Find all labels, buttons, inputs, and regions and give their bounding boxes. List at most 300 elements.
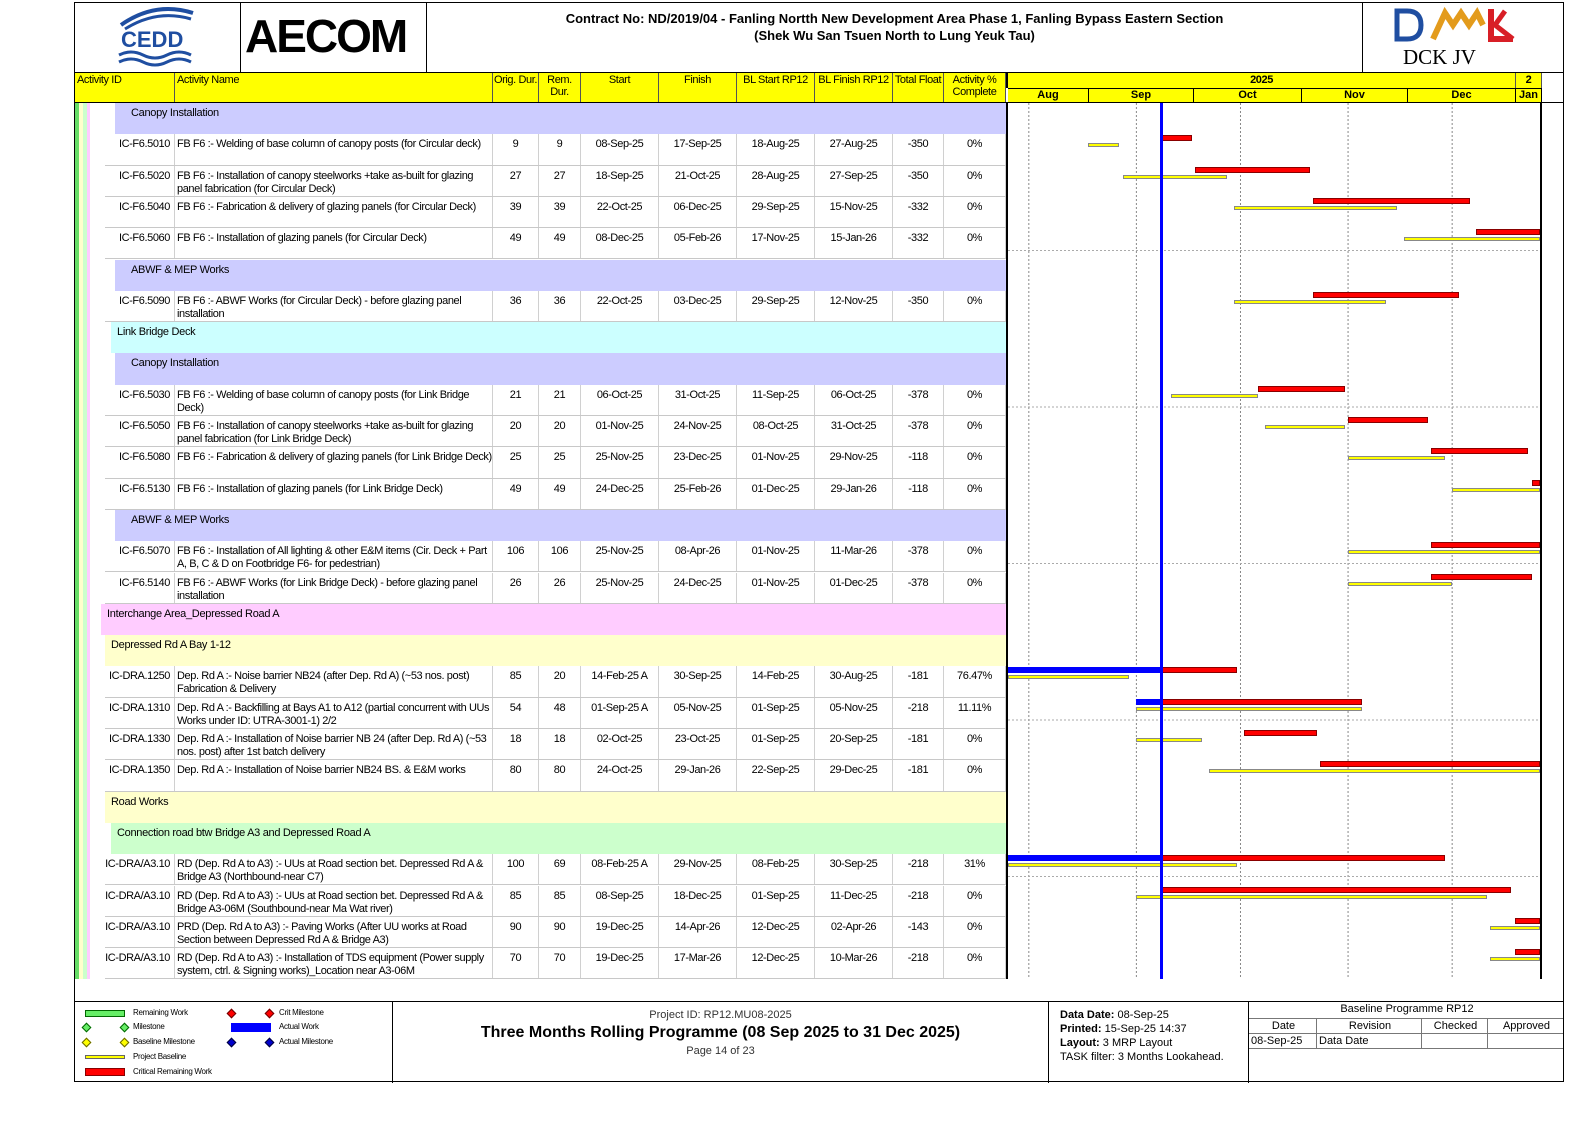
wbs-group-row[interactable] <box>115 260 1006 291</box>
finish-date: 24-Dec-25 <box>659 573 737 603</box>
activity-id: IC-DRA/A3.10 <box>105 854 175 884</box>
activity-row[interactable] <box>105 886 1006 917</box>
bl-finish-date: 15-Nov-25 <box>815 197 893 227</box>
finish-date: 31-Oct-25 <box>659 385 737 415</box>
rem-dur: 90 <box>539 917 581 947</box>
activity-name: PRD (Dep. Rd A to A3) :- Paving Works (After UU works at Road Section between Depressed Rd A & Bridge A3) <box>175 917 493 947</box>
finish-date: 21-Oct-25 <box>659 166 737 196</box>
milestone-icon <box>120 1023 130 1033</box>
contract-line2: (Shek Wu San Tsuen North to Lung Yeuk Tau) <box>754 28 1035 43</box>
finish-date: 23-Oct-25 <box>659 729 737 759</box>
pct-complete: 0% <box>944 573 1006 603</box>
project-id: Project ID: RP12.MU08-2025 <box>649 1009 792 1021</box>
activity-name: Dep. Rd A :- Backfilling at Bays A1 to A12 (partial concurrent with UUs Works under ID: UTRA-3001-1) 2/2 <box>175 698 493 728</box>
total-float: -118 <box>893 447 944 477</box>
total-float: -181 <box>893 666 944 696</box>
baseline-bar[interactable] <box>1265 425 1345 429</box>
col-activity-name[interactable]: Activity Name <box>175 73 493 102</box>
bl-start-date: 28-Aug-25 <box>737 166 815 196</box>
start-date: 22-Oct-25 <box>581 291 659 321</box>
orig-dur: 70 <box>493 948 539 978</box>
bl-start-date: 17-Nov-25 <box>737 228 815 258</box>
start-date: 24-Dec-25 <box>581 479 659 509</box>
critical-bar[interactable] <box>1431 542 1540 548</box>
activity-id: IC-DRA.1310 <box>105 698 175 728</box>
activity-row[interactable] <box>105 479 1006 510</box>
pct-complete: 0% <box>944 948 1006 978</box>
col-start[interactable]: Start <box>581 73 659 102</box>
activity-row[interactable] <box>105 541 1006 572</box>
baseline-bar[interactable] <box>1348 456 1445 460</box>
col-orig-dur[interactable]: Orig. Dur. <box>493 73 539 102</box>
rem-dur: 49 <box>539 228 581 258</box>
orig-dur: 21 <box>493 385 539 415</box>
col-total-float[interactable]: Total Float <box>893 73 944 102</box>
total-float: -378 <box>893 385 944 415</box>
col-finish[interactable]: Finish <box>659 73 737 102</box>
pct-complete: 0% <box>944 228 1006 258</box>
finish-date: 30-Sep-25 <box>659 666 737 696</box>
wbs-group-title: Interchange Area_Depressed Road A <box>107 607 280 620</box>
activity-id: IC-F6.5080 <box>105 447 175 477</box>
activity-row[interactable] <box>105 666 1006 697</box>
orig-dur: 80 <box>493 760 539 790</box>
legend-critical-swatch <box>85 1068 125 1076</box>
bl-finish-date: 06-Oct-25 <box>815 385 893 415</box>
rev-checked <box>1422 1034 1488 1049</box>
activity-name: FB F6 :- ABWF Works (for Link Bridge Deck) - before glazing panel installation <box>175 573 493 603</box>
month-sep: Sep <box>1089 88 1194 102</box>
activity-row[interactable] <box>105 134 1006 165</box>
legend-remaining-label: Remaining Work <box>133 1008 188 1017</box>
baseline-bar[interactable] <box>1234 206 1397 210</box>
bl-finish-date: 27-Sep-25 <box>815 166 893 196</box>
activity-row[interactable] <box>105 917 1006 948</box>
actual-bar[interactable] <box>1008 855 1161 861</box>
activity-row[interactable] <box>105 854 1006 885</box>
bl-finish-date: 31-Oct-25 <box>815 416 893 446</box>
wbs-group-row[interactable] <box>115 510 1006 541</box>
total-float: -218 <box>893 698 944 728</box>
actual-bar[interactable] <box>1008 667 1161 673</box>
pct-complete: 0% <box>944 416 1006 446</box>
wbs-group-row[interactable] <box>101 604 1006 635</box>
finish-date: 14-Apr-26 <box>659 917 737 947</box>
baseline-bar[interactable] <box>1209 769 1540 773</box>
activity-id: IC-F6.5010 <box>105 134 175 164</box>
page-footer <box>75 1001 1563 1083</box>
activity-row[interactable] <box>105 228 1006 259</box>
critical-bar[interactable] <box>1313 198 1469 204</box>
activity-row[interactable] <box>105 291 1006 322</box>
critical-bar[interactable] <box>1431 574 1532 580</box>
critical-bar[interactable] <box>1244 730 1317 736</box>
col-activity-id[interactable]: Activity ID <box>75 73 175 102</box>
activity-name: Dep. Rd A :- Noise barrier NB24 (after Dep. Rd A) (~53 nos. post) Fabrication & Delivery <box>175 666 493 696</box>
start-date: 14-Feb-25 A <box>581 666 659 696</box>
activity-id: IC-DRA/A3.10 <box>105 886 175 916</box>
table-header <box>75 73 1563 103</box>
rem-dur: 85 <box>539 886 581 916</box>
pct-complete: 0% <box>944 479 1006 509</box>
activity-id: IC-F6.5020 <box>105 166 175 196</box>
pct-complete: 0% <box>944 197 1006 227</box>
pct-complete: 0% <box>944 541 1006 571</box>
baseline-bar[interactable] <box>1452 488 1540 492</box>
total-float: -350 <box>893 166 944 196</box>
start-date: 02-Oct-25 <box>581 729 659 759</box>
total-float: -350 <box>893 134 944 164</box>
bl-start-date: 29-Sep-25 <box>737 291 815 321</box>
critical-bar[interactable] <box>1195 167 1310 173</box>
activity-row[interactable] <box>105 385 1006 416</box>
legend-actual-swatch <box>231 1023 271 1032</box>
wbs-group-row[interactable] <box>115 103 1006 134</box>
bl-finish-date: 20-Sep-25 <box>815 729 893 759</box>
wbs-group-title: Canopy Installation <box>131 107 219 119</box>
orig-dur: 49 <box>493 479 539 509</box>
bl-start-date: 01-Dec-25 <box>737 479 815 509</box>
pct-complete: 0% <box>944 134 1006 164</box>
bl-finish-date: 12-Nov-25 <box>815 291 893 321</box>
legend-baseline-swatch <box>85 1055 125 1059</box>
baseline-bar[interactable] <box>1008 863 1237 867</box>
wbs-group-title: Connection road btw Bridge A3 and Depressed Road A <box>117 826 371 839</box>
rev-revision: Data Date <box>1317 1034 1422 1049</box>
activity-name: FB F6 :- Welding of base column of canopy posts (for Circular deck) <box>175 134 493 164</box>
start-date: 18-Sep-25 <box>581 166 659 196</box>
activity-row[interactable] <box>105 416 1006 447</box>
bl-finish-date: 27-Aug-25 <box>815 134 893 164</box>
baseline-bar[interactable] <box>1348 582 1452 586</box>
critical-bar[interactable] <box>1431 448 1528 454</box>
orig-dur: 39 <box>493 197 539 227</box>
finish-date: 18-Dec-25 <box>659 886 737 916</box>
finish-date: 23-Dec-25 <box>659 447 737 477</box>
rem-dur: 26 <box>539 573 581 603</box>
bl-start-date: 01-Nov-25 <box>737 447 815 477</box>
activity-name: Dep. Rd A :- Installation of Noise barrier NB 24 (after Dep. Rd A) (~53 nos. post) after 1st batch delivery <box>175 729 493 759</box>
bl-finish-date: 29-Jan-26 <box>815 479 893 509</box>
bl-start-date: 12-Dec-25 <box>737 917 815 947</box>
pct-complete: 0% <box>944 166 1006 196</box>
finish-date: 05-Feb-26 <box>659 228 737 258</box>
critical-bar[interactable] <box>1161 135 1192 141</box>
wbs-group-row[interactable] <box>105 635 1006 666</box>
pct-complete: 31% <box>944 854 1006 884</box>
rev-date: 08-Sep-25 <box>1249 1034 1317 1049</box>
activity-name: FB F6 :- Installation of glazing panels (for Circular Deck) <box>175 228 493 258</box>
legend-baseline-milestone-label: Baseline Milestone <box>133 1037 195 1046</box>
bl-finish-date: 11-Mar-26 <box>815 541 893 571</box>
baseline-milestone-icon <box>82 1038 92 1048</box>
activity-table <box>75 103 1006 979</box>
critical-bar[interactable] <box>1161 699 1362 705</box>
programme-title-box <box>393 1002 1049 1083</box>
critical-bar[interactable] <box>1320 761 1540 767</box>
finish-date: 06-Dec-25 <box>659 197 737 227</box>
total-float: -218 <box>893 886 944 916</box>
orig-dur: 54 <box>493 698 539 728</box>
rem-dur: 20 <box>539 666 581 696</box>
critical-bar[interactable] <box>1161 855 1446 861</box>
activity-id: IC-F6.5030 <box>105 385 175 415</box>
page-header <box>75 3 1563 73</box>
baseline-bar[interactable] <box>1136 738 1202 742</box>
start-date: 08-Feb-25 A <box>581 854 659 884</box>
legend-remaining-swatch <box>85 1010 125 1017</box>
pct-complete: 0% <box>944 917 1006 947</box>
actual-milestone-icon <box>265 1038 275 1048</box>
orig-dur: 20 <box>493 416 539 446</box>
finish-date: 08-Apr-26 <box>659 541 737 571</box>
pct-complete: 0% <box>944 447 1006 477</box>
wbs-group-title: Canopy Installation <box>131 357 219 370</box>
total-float: -218 <box>893 854 944 884</box>
baseline-bar[interactable] <box>1136 895 1486 899</box>
orig-dur: 85 <box>493 666 539 696</box>
page-number: Page 14 of 23 <box>686 1045 755 1057</box>
activity-id: IC-DRA.1350 <box>105 760 175 790</box>
orig-dur: 9 <box>493 134 539 164</box>
wbs-group-row[interactable] <box>105 792 1006 823</box>
contract-title <box>427 3 1363 73</box>
finish-date: 29-Jan-26 <box>659 760 737 790</box>
activity-id: IC-F6.5050 <box>105 416 175 446</box>
baseline-bar[interactable] <box>1404 237 1540 241</box>
baseline-title: Baseline Programme RP12 <box>1249 1002 1563 1019</box>
wbs-group-row[interactable] <box>111 322 1006 353</box>
bl-start-date: 01-Sep-25 <box>737 886 815 916</box>
rem-dur: 36 <box>539 291 581 321</box>
col-bl-start[interactable]: BL Start RP12 <box>737 73 815 102</box>
critical-bar[interactable] <box>1532 480 1540 486</box>
bl-finish-date: 15-Jan-26 <box>815 228 893 258</box>
finish-date: 17-Mar-26 <box>659 948 737 978</box>
bl-start-date: 11-Sep-25 <box>737 385 815 415</box>
critical-bar[interactable] <box>1348 417 1428 423</box>
pct-complete: 0% <box>944 760 1006 790</box>
activity-row[interactable] <box>105 698 1006 729</box>
bl-start-date: 29-Sep-25 <box>737 197 815 227</box>
layout-name: 3 MRP Layout <box>1102 1037 1173 1049</box>
orig-dur: 49 <box>493 228 539 258</box>
crit-milestone-icon <box>265 1009 275 1019</box>
rev-header-approved: Approved <box>1488 1019 1563 1034</box>
start-date: 25-Nov-25 <box>581 447 659 477</box>
start-date: 01-Nov-25 <box>581 416 659 446</box>
bl-finish-date: 30-Sep-25 <box>815 854 893 884</box>
legend-actual-label: Actual Work <box>279 1022 319 1031</box>
activity-row[interactable] <box>105 447 1006 478</box>
actual-bar[interactable] <box>1136 699 1160 705</box>
activity-row[interactable] <box>105 573 1006 604</box>
bl-start-date: 22-Sep-25 <box>737 760 815 790</box>
critical-bar[interactable] <box>1258 386 1345 392</box>
rem-dur: 48 <box>539 698 581 728</box>
activity-row[interactable] <box>105 948 1006 979</box>
total-float: -181 <box>893 760 944 790</box>
rem-dur: 27 <box>539 166 581 196</box>
bl-start-date: 12-Dec-25 <box>737 948 815 978</box>
total-float: -218 <box>893 948 944 978</box>
month-jan: Jan <box>1516 88 1542 102</box>
activity-name: FB F6 :- Welding of base column of canopy posts (for Link Bridge Deck) <box>175 385 493 415</box>
baseline-bar[interactable] <box>1008 675 1129 679</box>
total-float: -378 <box>893 416 944 446</box>
total-float: -118 <box>893 479 944 509</box>
finish-date: 29-Nov-25 <box>659 854 737 884</box>
critical-bar[interactable] <box>1313 292 1459 298</box>
bl-start-date: 14-Feb-25 <box>737 666 815 696</box>
bl-start-date: 01-Sep-25 <box>737 729 815 759</box>
rev-header-checked: Checked <box>1422 1019 1488 1034</box>
baseline-bar[interactable] <box>1136 707 1362 711</box>
rev-approved <box>1488 1034 1563 1049</box>
start-date: 06-Oct-25 <box>581 385 659 415</box>
baseline-bar[interactable] <box>1348 550 1540 554</box>
critical-bar[interactable] <box>1161 667 1237 673</box>
activity-id: IC-F6.5090 <box>105 291 175 321</box>
critical-bar[interactable] <box>1515 949 1540 955</box>
total-float: -332 <box>893 228 944 258</box>
bl-start-date: 01-Nov-25 <box>737 541 815 571</box>
activity-name: RD (Dep. Rd A to A3) :- Installation of TDS equipment (Power supply system, ctrl. & Signing works)_Location near A3-06M <box>175 948 493 978</box>
rem-dur: 21 <box>539 385 581 415</box>
baseline-bar[interactable] <box>1088 143 1119 147</box>
activity-row[interactable] <box>105 760 1006 791</box>
bl-finish-date: 29-Dec-25 <box>815 760 893 790</box>
total-float: -143 <box>893 917 944 947</box>
data-date-line <box>1160 103 1163 979</box>
wbs-group-title: ABWF & MEP Works <box>131 513 230 526</box>
cedd-logo <box>75 3 241 73</box>
finish-date: 03-Dec-25 <box>659 291 737 321</box>
activity-id: IC-DRA/A3.10 <box>105 948 175 978</box>
critical-bar[interactable] <box>1476 229 1540 235</box>
dck-logo: DCK JV <box>1363 3 1563 73</box>
data-date: 08-Sep-25 <box>1117 1009 1169 1021</box>
printed-date: 15-Sep-25 14:37 <box>1104 1023 1187 1035</box>
rem-dur: 80 <box>539 760 581 790</box>
legend-actual-milestone-label: Actual Milestone <box>279 1037 333 1046</box>
programme-title: Three Months Rolling Programme (08 Sep 2025 to 31 Dec 2025) <box>480 1024 961 1041</box>
orig-dur: 27 <box>493 166 539 196</box>
rem-dur: 9 <box>539 134 581 164</box>
legend <box>75 1002 393 1083</box>
orig-dur: 36 <box>493 291 539 321</box>
critical-bar[interactable] <box>1515 918 1540 924</box>
task-filter: TASK filter: 3 Months Lookahead. <box>1060 1051 1224 1063</box>
start-date: 08-Sep-25 <box>581 886 659 916</box>
bl-finish-date: 29-Nov-25 <box>815 447 893 477</box>
wbs-group-row[interactable] <box>111 823 1006 854</box>
bl-start-date: 08-Oct-25 <box>737 416 815 446</box>
wbs-group-title: Road Works <box>111 795 169 808</box>
wbs-group-title: ABWF & MEP Works <box>131 263 230 276</box>
total-float: -181 <box>893 729 944 759</box>
activity-name: FB F6 :- ABWF Works (for Circular Deck) - before glazing panel installation <box>175 291 493 321</box>
critical-bar[interactable] <box>1161 887 1511 893</box>
pct-complete: 0% <box>944 291 1006 321</box>
month-dec: Dec <box>1408 88 1516 102</box>
activity-name: FB F6 :- Installation of canopy steelworks +take as-built for glazing panel fabrication (for Link Bridge Deck) <box>175 416 493 446</box>
total-float: -332 <box>893 197 944 227</box>
legend-crit-milestone-label: Crit Milestone <box>279 1008 324 1017</box>
baseline-bar[interactable] <box>1490 957 1540 961</box>
activity-row[interactable] <box>105 166 1006 197</box>
print-info: Data Date: 08-Sep-25 Printed: 15-Sep-25 14:37 Layout: 3 MRP Layout TASK filter: 3 Months Lookahead. <box>1049 1002 1249 1083</box>
month-nov: Nov <box>1302 88 1408 102</box>
col-rem-dur[interactable]: Rem. Dur. <box>539 73 581 102</box>
pct-complete: 0% <box>944 886 1006 916</box>
baseline-bar[interactable] <box>1490 926 1540 930</box>
gantt-bars <box>1008 103 1540 979</box>
timescale-year2: 2 <box>1516 73 1542 88</box>
orig-dur: 25 <box>493 447 539 477</box>
activity-row[interactable] <box>105 729 1006 760</box>
gantt-chart <box>1006 103 1542 979</box>
activity-id: IC-F6.5130 <box>105 479 175 509</box>
start-date: 25-Nov-25 <box>581 573 659 603</box>
finish-date: 25-Feb-26 <box>659 479 737 509</box>
bl-finish-date: 02-Apr-26 <box>815 917 893 947</box>
rem-dur: 18 <box>539 729 581 759</box>
pct-complete: 0% <box>944 729 1006 759</box>
activity-name: RD (Dep. Rd A to A3) :- UUs at Road section bet. Depressed Rd A & Bridge A3-06M (Southbound-near Ma Wat river) <box>175 886 493 916</box>
activity-id: IC-DRA.1250 <box>105 666 175 696</box>
col-pct-complete[interactable]: Activity % Complete <box>944 73 1006 102</box>
activity-name: FB F6 :- Fabrication & delivery of glazing panels (for Link Bridge Deck) <box>175 447 493 477</box>
rev-header-revision: Revision <box>1317 1019 1422 1034</box>
finish-date: 05-Nov-25 <box>659 698 737 728</box>
timescale-year: 2025 <box>1006 73 1516 88</box>
orig-dur: 90 <box>493 917 539 947</box>
pct-complete: 11.11% <box>944 698 1006 728</box>
legend-milestone-label: Milestone <box>133 1022 165 1031</box>
baseline-bar[interactable] <box>1171 394 1258 398</box>
total-float: -378 <box>893 573 944 603</box>
orig-dur: 85 <box>493 886 539 916</box>
bl-start-date: 01-Nov-25 <box>737 573 815 603</box>
activity-row[interactable] <box>105 197 1006 228</box>
start-date: 22-Oct-25 <box>581 197 659 227</box>
pct-complete: 76.47% <box>944 666 1006 696</box>
activity-name: RD (Dep. Rd A to A3) :- UUs at Road section bet. Depressed Rd A & Bridge A3 (Northbound-near C7) <box>175 854 493 884</box>
bl-finish-date: 10-Mar-26 <box>815 948 893 978</box>
baseline-bar[interactable] <box>1234 300 1387 304</box>
baseline-milestone-icon <box>120 1038 130 1048</box>
rem-dur: 106 <box>539 541 581 571</box>
legend-baseline-label: Project Baseline <box>133 1052 187 1061</box>
month-aug: Aug <box>1008 88 1089 102</box>
baseline-bar[interactable] <box>1123 175 1227 179</box>
wbs-group-row[interactable] <box>115 353 1006 384</box>
activity-name: FB F6 :- Installation of glazing panels (for Link Bridge Deck) <box>175 479 493 509</box>
activity-id: IC-F6.5040 <box>105 197 175 227</box>
start-date: 08-Sep-25 <box>581 134 659 164</box>
finish-date: 24-Nov-25 <box>659 416 737 446</box>
activity-id: IC-F6.5140 <box>105 573 175 603</box>
col-bl-finish[interactable]: BL Finish RP12 <box>815 73 893 102</box>
svg-text:CEDD: CEDD <box>121 27 184 52</box>
milestone-icon <box>82 1023 92 1033</box>
wbs-group-title: Link Bridge Deck <box>117 326 196 339</box>
legend-critical-label: Critical Remaining Work <box>133 1067 212 1076</box>
schedule-page <box>74 2 1564 1082</box>
activity-id: IC-DRA/A3.10 <box>105 917 175 947</box>
start-date: 01-Sep-25 A <box>581 698 659 728</box>
